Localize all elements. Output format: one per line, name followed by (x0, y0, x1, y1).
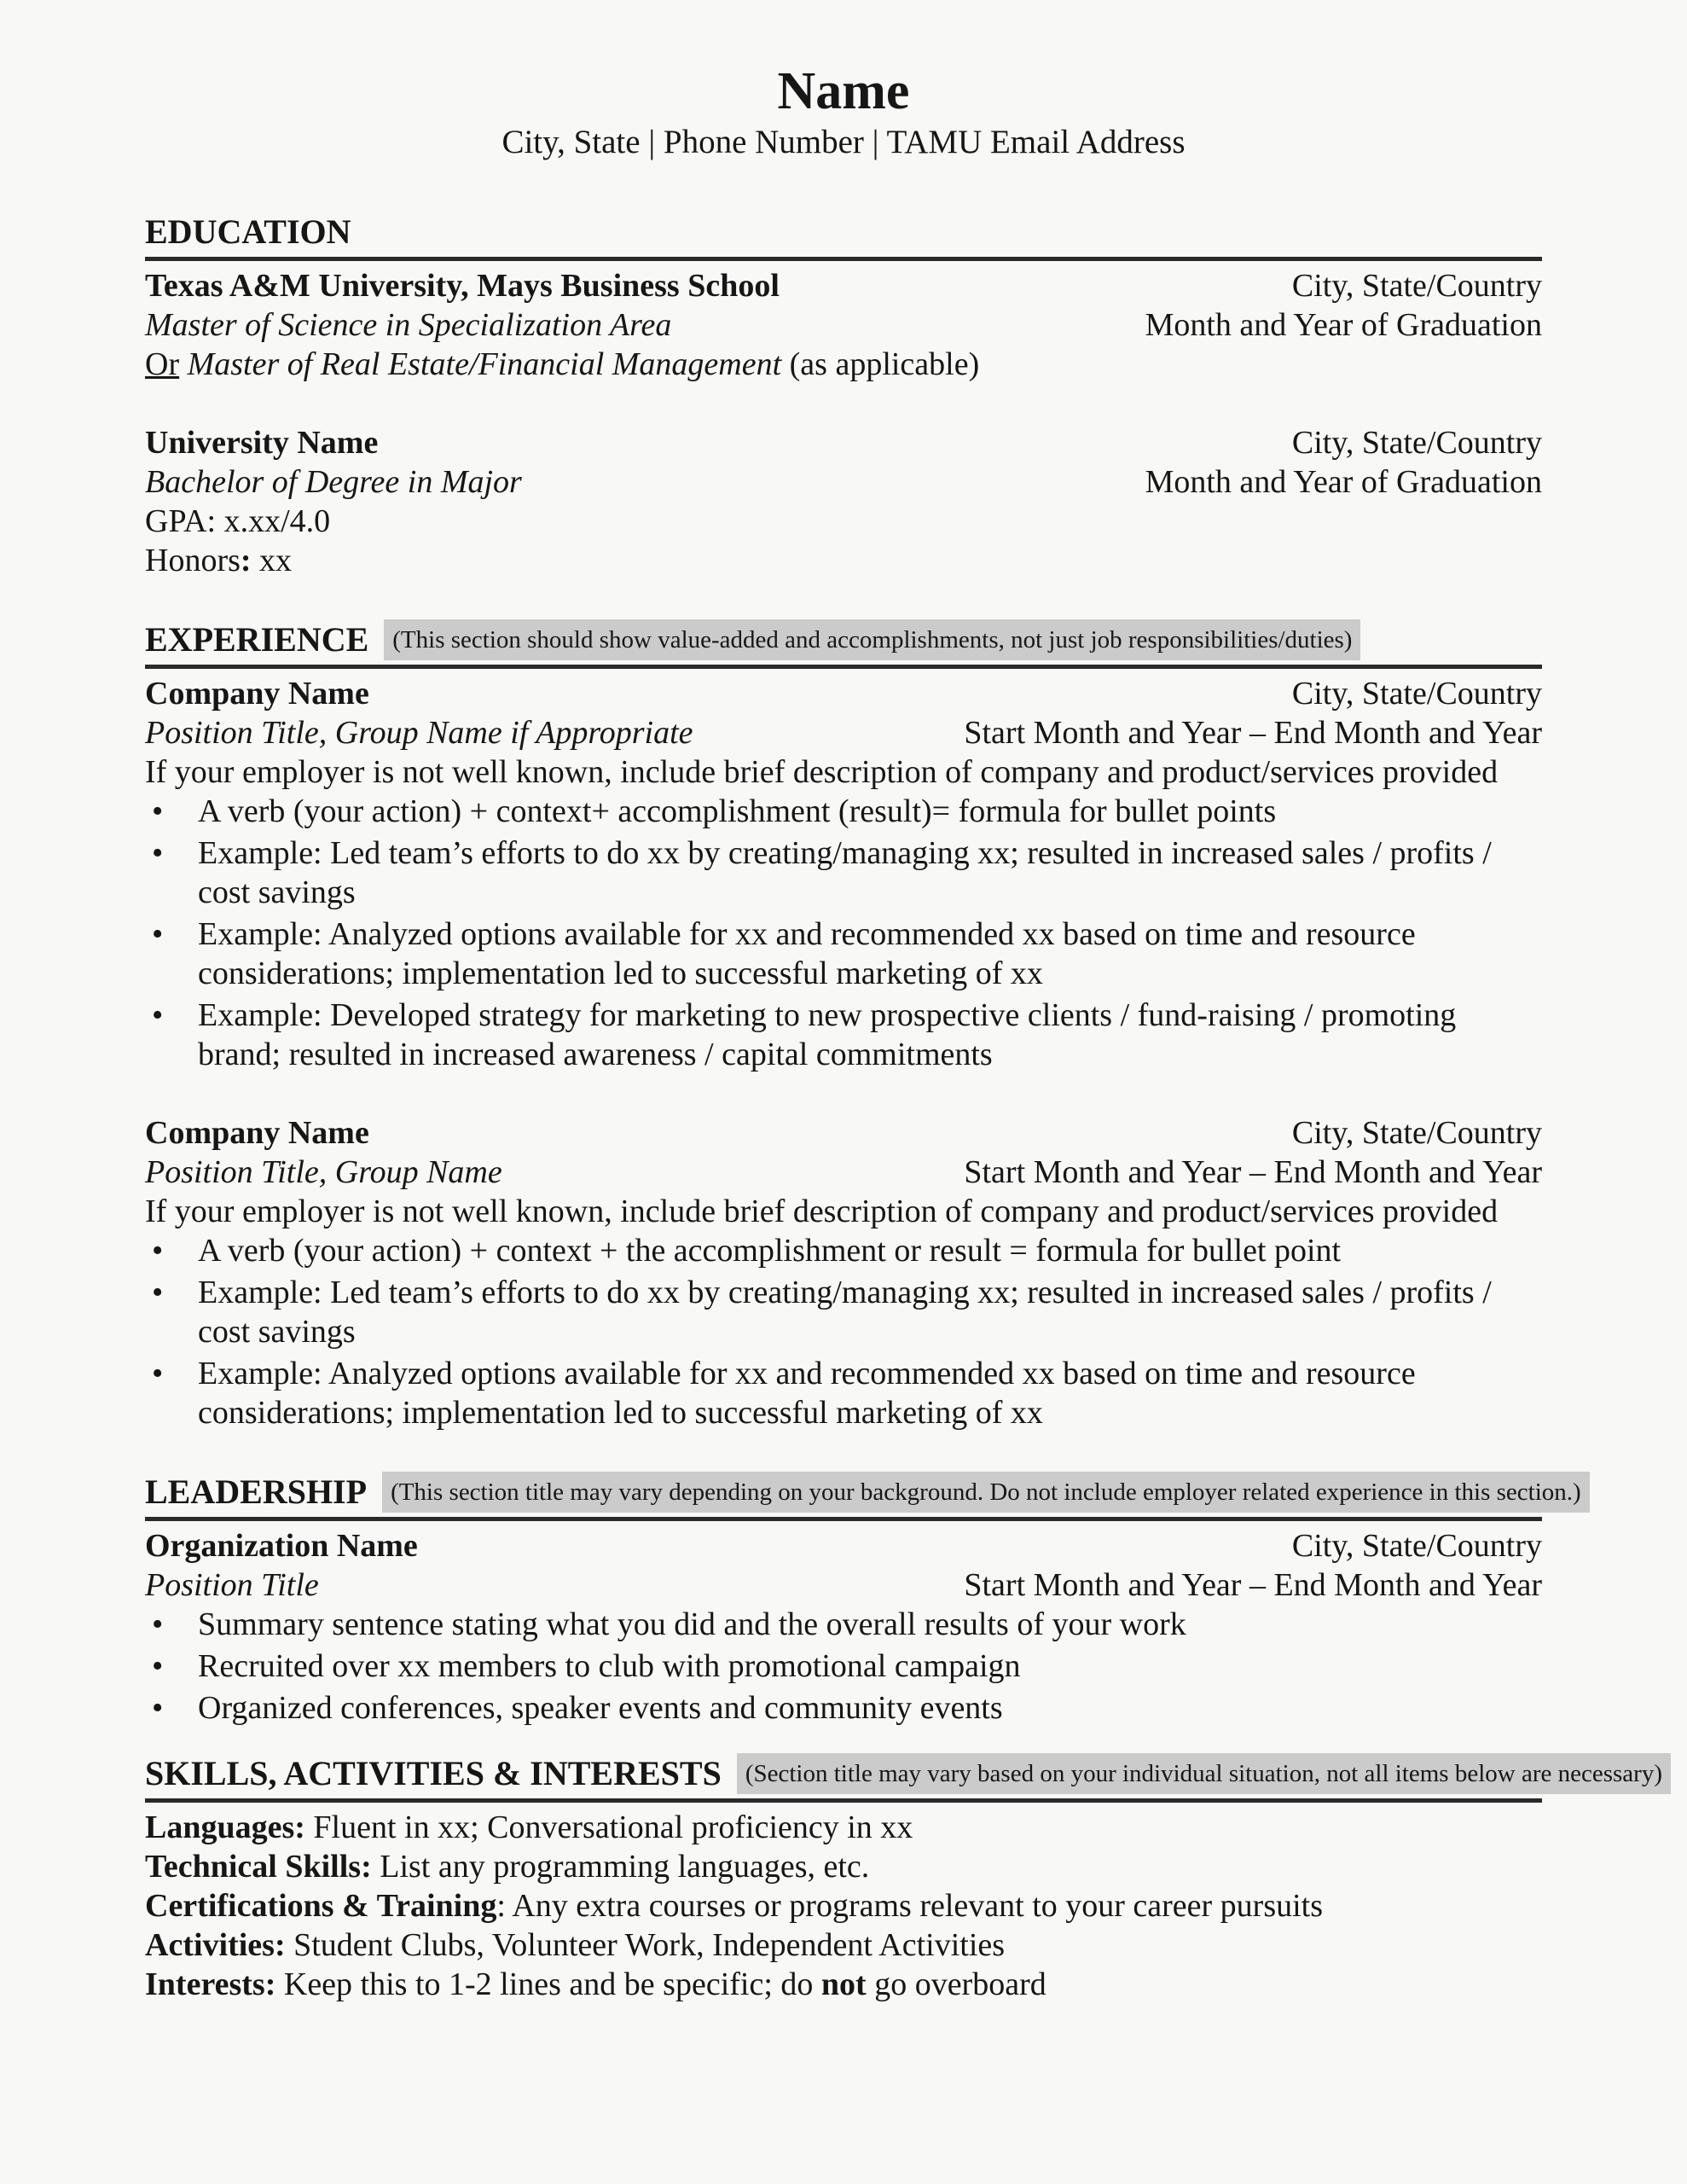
leadership-organization (145, 1526, 1542, 1728)
bullet-item: • Recruited over xx members to club with promotional campaign (145, 1647, 1542, 1686)
organization-title-row (145, 1565, 1542, 1605)
organization-bullet-list (145, 1605, 1542, 1728)
experience-job-1 (145, 674, 1542, 1074)
position-title: Position Title, Group Name (145, 1154, 502, 1190)
organization-location: City, State/Country (1291, 1528, 1542, 1564)
job-location: City, State/Country (1291, 676, 1542, 712)
section-skills (145, 1753, 1662, 2004)
education-entry-row (145, 266, 1542, 305)
bullet-item: • Summary sentence stating what you did and the overall results of your work (145, 1605, 1542, 1644)
skills-heading-row (145, 1753, 1662, 1803)
certifications-line: Certifications & Training: Any extra courses or programs relevant to your career pursuits (145, 1888, 1324, 1924)
school-location: City, State/Country (1291, 268, 1542, 304)
education-heading-row (145, 212, 1542, 261)
school-name: University Name (145, 425, 379, 461)
education-entry-university (145, 423, 1542, 580)
activities-line: Activities: Student Clubs, Volunteer Work, Independent Activities (145, 1927, 1006, 1963)
company-name: Company Name (145, 1115, 369, 1151)
leadership-heading-row (145, 1472, 1581, 1521)
resume-header (145, 61, 1542, 164)
bullet-item: • Example: Analyzed options available for xx and recommended xx based on time and resource considerations; implementation led to successful marketing of xx (145, 915, 1542, 993)
bullet-item: • Example: Led team’s efforts to do xx by creating/managing xx; resulted in increased sales / profits / cost savings (145, 834, 1542, 912)
job-header-row (145, 674, 1542, 713)
section-education (145, 212, 1542, 580)
bullet-item: • Example: Developed strategy for marketing to new prospective clients / fund-raising / promoting brand; resulted in increased awareness / capital commitments (145, 996, 1542, 1074)
languages-line: Languages: Fluent in xx; Conversational proficiency in xx (145, 1809, 913, 1845)
leadership-heading: LEADERSHIP (145, 1472, 368, 1511)
education-heading: EDUCATION (145, 212, 351, 251)
skills-heading-note: (Section title may vary based on your individual situation, not all items below are necessary) (737, 1753, 1671, 1794)
education-entry-tamu (145, 266, 1542, 384)
organization-dates: Start Month and Year – End Month and Year (964, 1567, 1542, 1603)
bullet-item: • Example: Analyzed options available for xx and recommended xx based on time and resource considerations; implementation led to successful marketing of xx (145, 1354, 1542, 1432)
interests-line: Interests: Keep this to 1-2 lines and be specific; do not go overboard (145, 1966, 1046, 2002)
job-location: City, State/Country (1291, 1115, 1542, 1151)
organization-header-row (145, 1526, 1542, 1565)
skills-heading: SKILLS, ACTIVITIES & INTERESTS (145, 1754, 722, 1792)
education-entry-row (145, 305, 1542, 345)
job-dates: Start Month and Year – End Month and Year (964, 1154, 1542, 1190)
experience-job-2 (145, 1113, 1542, 1432)
education-entry-row (145, 462, 1542, 502)
experience-heading-note: (This section should show value-added and accomplishments, not just job responsibilities/duties) (384, 619, 1360, 660)
job-title-row (145, 1153, 1542, 1192)
section-experience (145, 619, 1542, 1432)
bullet-item: • Example: Led team’s efforts to do xx by creating/managing xx; resulted in increased sales / profits / cost savings (145, 1273, 1542, 1351)
technical-skills-line: Technical Skills: List any programming languages, etc. (145, 1849, 870, 1885)
experience-heading-row (145, 619, 1542, 669)
company-name: Company Name (145, 676, 369, 712)
degree-name: Master of Science in Specialization Area (145, 307, 672, 343)
section-leadership (145, 1472, 1581, 1728)
experience-heading: EXPERIENCE (145, 620, 369, 659)
job-dates: Start Month and Year – End Month and Year (964, 715, 1542, 751)
position-title: Position Title (145, 1567, 319, 1603)
school-name: Texas A&M University, Mays Business School (145, 268, 780, 304)
job-bullet-list (145, 1231, 1542, 1432)
company-description: If your employer is not well known, include brief description of company and product/services provided (145, 1194, 1499, 1229)
company-description: If your employer is not well known, include brief description of company and product/services provided (145, 754, 1499, 790)
job-bullet-list (145, 792, 1542, 1074)
school-location: City, State/Country (1291, 425, 1542, 461)
candidate-name: Name (777, 62, 910, 120)
graduation-date: Month and Year of Graduation (1145, 464, 1542, 500)
degree-alternative: Or Master of Real Estate/Financial Management (as applicable) (145, 346, 980, 382)
position-title: Position Title, Group Name if Appropriate (145, 715, 693, 751)
graduation-date: Month and Year of Graduation (1145, 307, 1542, 343)
contact-line: City, State | Phone Number | TAMU Email Address (501, 124, 1186, 160)
bullet-item: • Organized conferences, speaker events and community events (145, 1688, 1542, 1728)
bullet-item: • A verb (your action) + context + the accomplishment or result = formula for bullet point (145, 1231, 1542, 1270)
organization-name: Organization Name (145, 1528, 418, 1564)
leadership-heading-note: (This section title may vary depending on your background. Do not include employer related experience in this section.) (382, 1472, 1590, 1513)
gpa-line: GPA: x.xx/4.0 (145, 503, 331, 539)
job-title-row (145, 713, 1542, 752)
bullet-item: • A verb (your action) + context+ accomplishment (result)= formula for bullet points (145, 792, 1542, 831)
job-header-row (145, 1113, 1542, 1153)
education-entry-row (145, 423, 1542, 462)
degree-name: Bachelor of Degree in Major (145, 464, 522, 500)
honors-line: Honors: xx (145, 543, 293, 578)
